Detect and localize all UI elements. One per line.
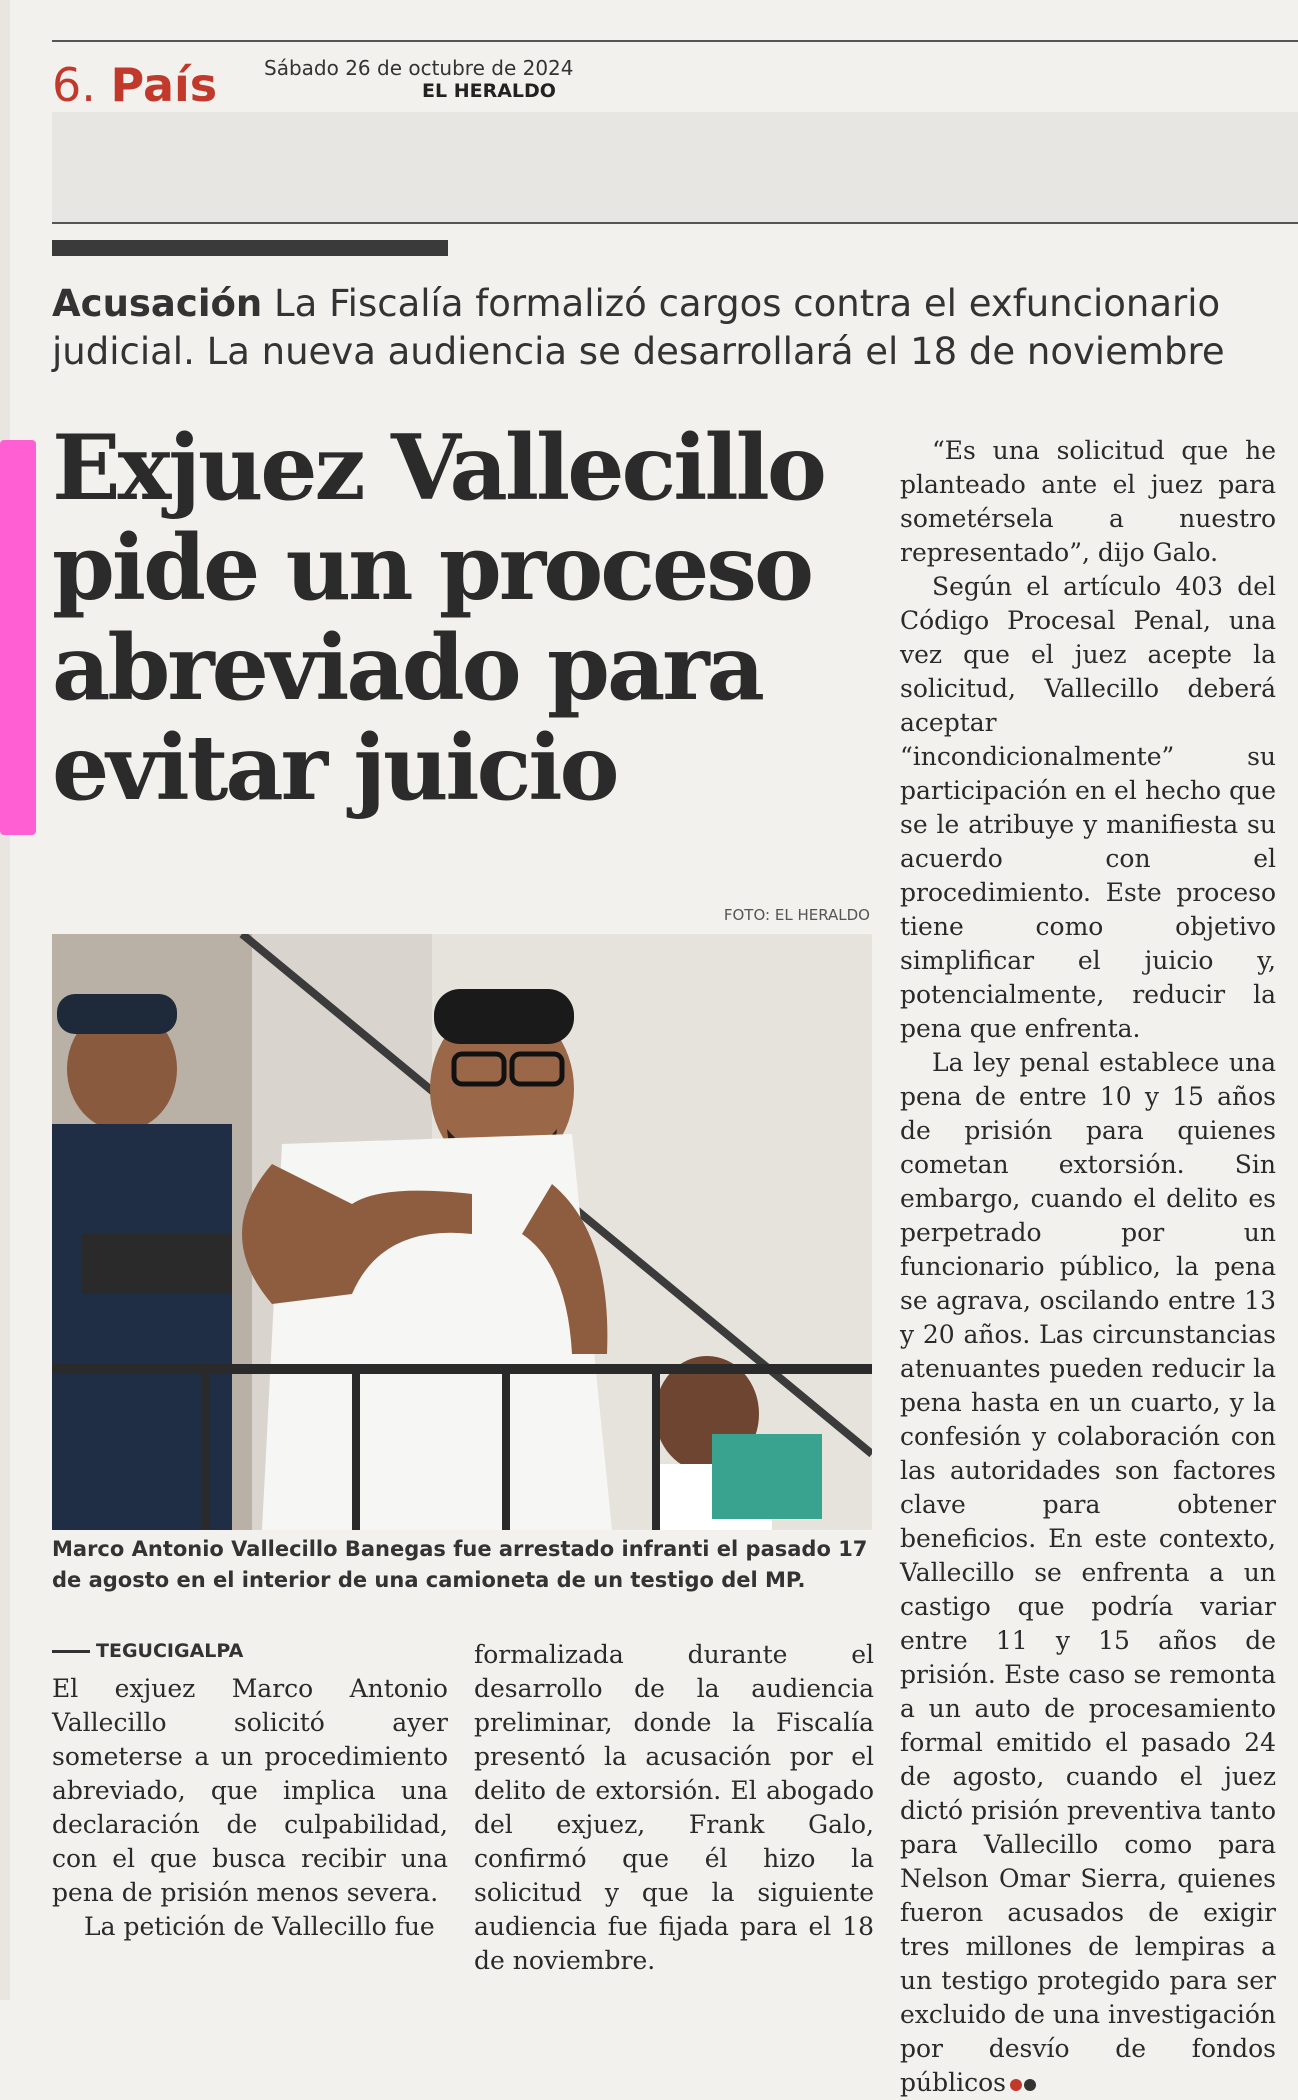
paragraph-text: La ley penal establece una pena de entre 10 y 15 años de prisión para quienes cometan extorsión. Sin embargo, cuando el delito es perpetrado por un funcionario público, la pena se agrava, oscilando entre 13 y 20 años. Las circunstancias atenuantes pueden reducir la pena hasta en un cuarto, y la confesión y colaboración con las autoridades son factores clave para obtener beneficios. En este contexto, Vallecillo se enfrenta a un castigo que podría variar entre 11 y 15 años de prisión. Este caso se remonta a un auto de procesamiento formal emitido el pasado 24 de agosto, cuando el juez dictó prisión preventiva tanto para Vallecillo como para Nelson Omar Sierra, quienes fueron acusados de exigir tres millones de lempiras a un testigo protegido para ser excluido de una investigación por desvío de fondos públicos [900, 1048, 1276, 2097]
photo-credit: FOTO: EL HERALDO [723, 906, 870, 924]
paragraph: formalizada durante el desarrollo de la audiencia preliminar, donde la Fiscalía presentó la acusación por el delito de extorsión. El abogado del exjuez, Frank Galo, confirmó que él hizo la solicitud y que la siguiente audiencia fue fijada para el 18 de noviembre. [474, 1640, 874, 1975]
dateline-dash [52, 1650, 90, 1653]
dateline-text: TEGUCIGALPA [96, 1640, 244, 1662]
section-bar [52, 240, 448, 256]
end-mark-dark [1024, 2079, 1036, 2091]
article-column-1 [52, 1672, 448, 1944]
page-number-section [52, 58, 217, 112]
headline: Exjuez Vallecillo pide un proceso abreviado para evitar juicio [52, 415, 824, 821]
issue-date: Sábado 26 de octubre de 2024 [264, 56, 574, 80]
deck-summary [52, 280, 1272, 376]
page-number: 6. [52, 58, 96, 112]
news-photo [52, 934, 872, 1530]
paragraph-final [900, 1046, 1276, 2100]
newspaper-name: EL HERALDO [422, 80, 556, 102]
paragraph: El exjuez Marco Antonio Vallecillo solicitó ayer someterse a un procedimiento abreviado, que implica una declaración de culpabilidad, con el que busca recibir una pena de prisión menos severa. [52, 1674, 448, 1907]
page-edge [0, 0, 10, 2000]
article-column-3 [900, 434, 1276, 2100]
paragraph: “Es una solicitud que he planteado ante el juez para sometérsela a nuestro representado”, dijo Galo. [900, 436, 1276, 567]
photo-caption: Marco Antonio Vallecillo Banegas fue arrestado infranti el pasado 17 de agosto en el interior de una camioneta de un testigo del MP. [52, 1537, 868, 1592]
end-mark-red [1010, 2079, 1022, 2091]
article-column-2 [474, 1638, 874, 1978]
paragraph: La petición de Vallecillo fue [84, 1912, 435, 1941]
deck-text: La Fiscalía formalizó cargos contra el exfuncionario judicial. La nueva audiencia se desarrollará el 18 de noviembre [52, 282, 1225, 373]
section-rule [52, 222, 1298, 224]
section-name: País [110, 58, 218, 112]
paragraph: Según el artículo 403 del Código Procesal Penal, una vez que el juez acepte la solicitud, Vallecillo deberá aceptar “incondicionalmente” su participación en el hecho que se le atribuye y manifiesta su acuerdo con el procedimiento. Este proceso tiene como objetivo simplificar el juicio y, potencialmente, reducir la pena que enfrenta. [900, 572, 1276, 1043]
highlighter-mark [0, 440, 36, 835]
header-band [52, 112, 1298, 222]
deck-kicker: Acusación [52, 282, 263, 325]
article-dateline [52, 1640, 243, 1662]
photo-illustration [52, 934, 872, 1530]
top-rule [52, 40, 1298, 42]
